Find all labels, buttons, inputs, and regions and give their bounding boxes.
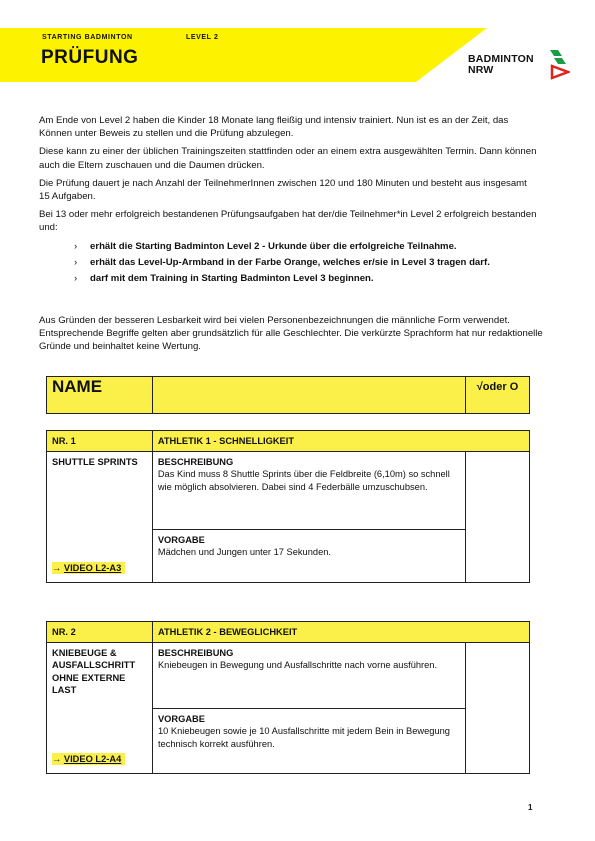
page-number: 1 xyxy=(528,803,533,812)
video-link-label: VIDEO L2-A4 xyxy=(63,754,122,764)
requirement-cell xyxy=(152,530,465,583)
intro-paragraph-4: Bei 13 oder mehr erfolgreich bestandenen Prüfungsaufgaben hat der/die Teilnehmer*in Level 2 erfolgreich bestanden und: xyxy=(39,209,537,234)
task-number: NR. 2 xyxy=(47,622,153,643)
list-item: › erhält die Starting Badminton Level 2 - Urkunde über die erfolgreiche Teilnahme. xyxy=(74,240,457,252)
description-title: BESCHREIBUNG xyxy=(157,457,234,468)
video-link-label: VIDEO L2-A3 xyxy=(63,563,122,573)
bullet-arrow-icon: › xyxy=(74,273,78,285)
requirement-title: VORGABE xyxy=(157,535,205,546)
page-title: PRÜFUNG xyxy=(41,47,139,68)
name-field[interactable] xyxy=(152,377,465,414)
description-cell xyxy=(152,452,465,530)
brand-label: STARTING BADMINTON xyxy=(42,34,133,41)
description-text: Kniebeugen in Bewegung und Ausfallschritte nach vorne ausführen. xyxy=(157,660,438,671)
intro-paragraph-1: Am Ende von Level 2 haben die Kinder 18 Monate lang fleißig und intensiv trainiert. Nun ist es an der Zeit, das Können unter Beweis zu stellen und die Prüfung abzulegen. xyxy=(39,115,509,140)
arrow-right-icon: → xyxy=(52,563,62,573)
logo-icon xyxy=(548,48,570,80)
name-label: NAME xyxy=(47,377,153,414)
video-link[interactable] xyxy=(52,753,125,765)
task-category: ATHLETIK 1 - SCHNELLIGKEIT xyxy=(152,431,529,452)
intro-section xyxy=(39,114,539,288)
check-cell[interactable] xyxy=(466,452,530,583)
task-category: ATHLETIK 2 - BEWEGLICHKEIT xyxy=(152,622,529,643)
requirement-text: 10 Kniebeugen sowie je 10 Ausfallschritte mit jedem Bein in Bewegung technisch korrekt ausführen. xyxy=(157,726,450,749)
description-cell xyxy=(152,643,465,709)
task-table-2 xyxy=(46,621,530,774)
check-cell[interactable] xyxy=(466,643,530,774)
intro-paragraph-2: Diese kann zu einer der üblichen Trainingszeiten stattfinden oder an einem extra ausgewählten Termin. Dann können auch die Eltern zuschauen und die Daumen drücken. xyxy=(39,146,537,171)
exercise-name: SHUTTLE SPRINTS xyxy=(52,457,138,468)
exercise-name: KNIEBEUGE & AUSFALLSCHRITT OHNE EXTERNE LAST xyxy=(52,648,136,695)
logo-line-2: NRW xyxy=(468,64,494,76)
bullet-arrow-icon: › xyxy=(74,256,78,268)
level-label: LEVEL 2 xyxy=(186,34,219,41)
task-exercise-cell xyxy=(47,643,153,774)
bullet-arrow-icon: › xyxy=(74,240,78,252)
video-link[interactable] xyxy=(52,562,125,574)
name-table xyxy=(46,376,530,414)
requirement-text: Mädchen und Jungen unter 17 Sekunden. xyxy=(157,547,331,558)
benefits-list xyxy=(74,240,539,286)
badminton-nrw-logo xyxy=(468,48,574,82)
list-item: › erhält das Level-Up-Armband in der Farbe Orange, welches er/sie in Level 3 tragen darf. xyxy=(74,256,490,268)
list-item: › darf mit dem Training in Starting Badminton Level 3 beginnen. xyxy=(74,273,374,285)
gender-note: Aus Gründen der besseren Lesbarkeit wird bei vielen Personenbezeichnungen die männliche Form verwendet. Entsprechende Begriffe gelten aber grundsätzlich für alle Geschlechter. Die verkürzte Sprachform hat nur redaktionelle Gründe und beinhaltet keine Wertung. xyxy=(39,315,543,353)
arrow-right-icon: → xyxy=(52,754,62,764)
logo-line-1: BADMINTON xyxy=(468,53,534,65)
intro-paragraph-3: Die Prüfung dauert je nach Anzahl der TeilnehmerInnen zwischen 120 und 180 Minuten und besteht aus insgesamt 15 Aufgaben. xyxy=(39,177,527,203)
task-exercise-cell xyxy=(47,452,153,583)
task-number: NR. 1 xyxy=(47,431,153,452)
description-title: BESCHREIBUNG xyxy=(157,648,234,659)
logo-text xyxy=(468,54,534,76)
description-text: Das Kind muss 8 Shuttle Sprints über die Feldbreite (6,10m) so schnell wie möglich absolvieren. Dabei sind 4 Federbälle umzuschubsen. xyxy=(157,469,450,492)
requirement-cell xyxy=(152,709,465,774)
requirement-title: VORGABE xyxy=(157,714,205,725)
check-column-label: √oder O xyxy=(466,377,530,414)
task-table-1 xyxy=(46,430,530,583)
